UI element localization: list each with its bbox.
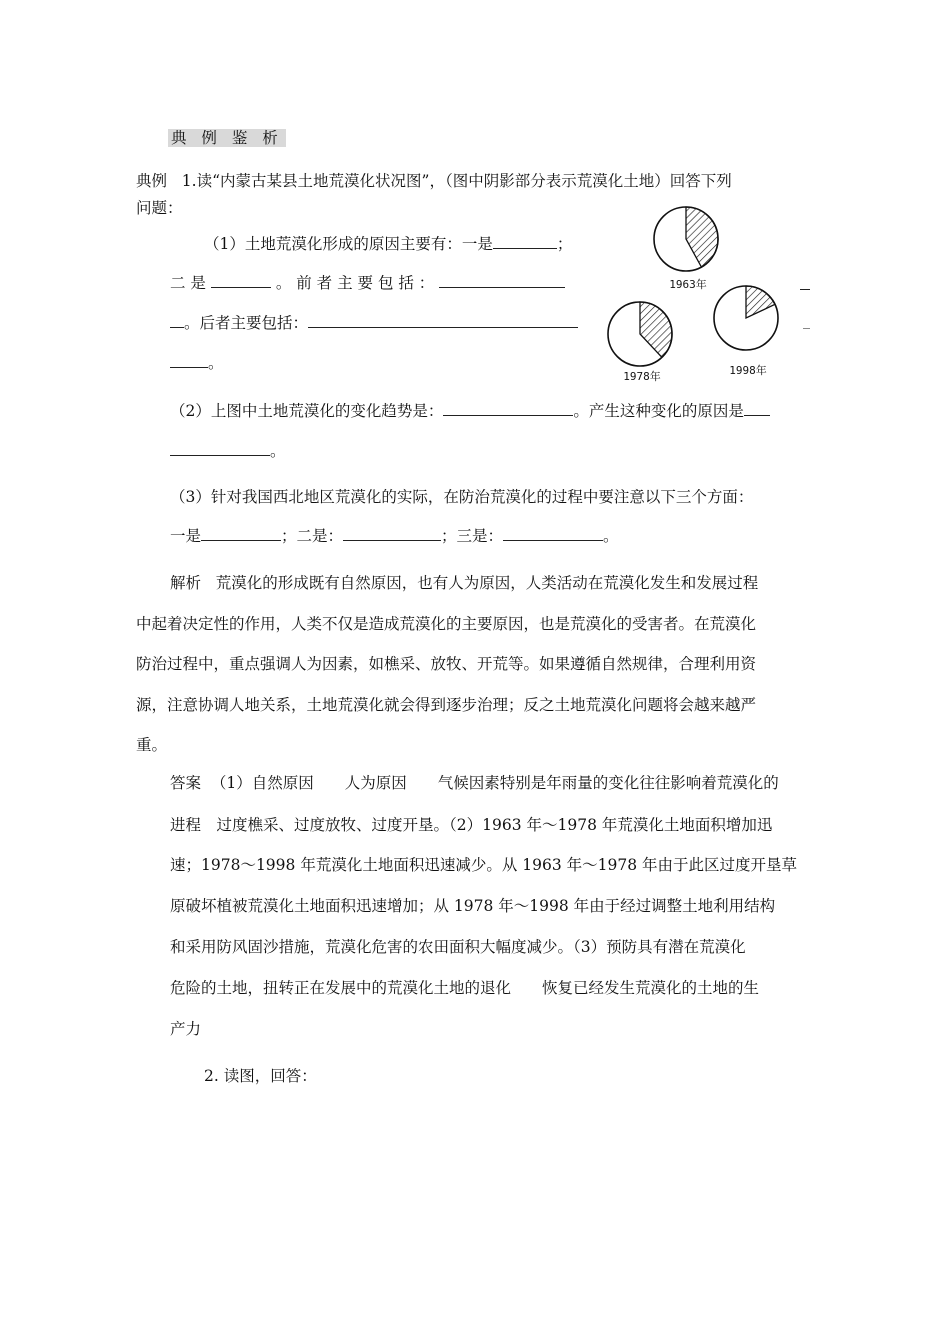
analysis-line2: 中起着决定性的作用，人类不仅是造成荒漠化的主要原因，也是荒漠化的受害者。在荒漠化 xyxy=(136,615,757,633)
example-intro-text: 读“内蒙古某县土地荒漠化状况图”，（图中阴影部分表示荒漠化土地）回答下列 xyxy=(196,172,732,190)
answer-line6: 危险的土地，扭转正在发展中的荒漠化土地的退化 恢复已经发生荒漠化的土地的生 xyxy=(170,979,760,997)
analysis-label: 解析 xyxy=(170,574,202,592)
answer-blank[interactable] xyxy=(503,526,603,541)
example-label: 典例 xyxy=(136,172,168,190)
answer-blank[interactable] xyxy=(343,526,441,541)
analysis-line3: 防治过程中，重点强调人为因素，如樵采、放牧、开荒等。如果遵循自然规律，合理利用资 xyxy=(136,655,757,673)
q3-line1: （3）针对我国西北地区荒漠化的实际，在防治荒漠化的过程中要注意以下三个方面： xyxy=(170,488,754,506)
desertification-pie-charts xyxy=(600,198,800,384)
answer-blank[interactable] xyxy=(308,313,578,328)
pie-3-year-label: 1998年 xyxy=(729,364,767,377)
example1-intro-cont: 问题： xyxy=(136,199,183,217)
answer-blank[interactable] xyxy=(439,273,565,288)
answer-label: 答案 xyxy=(170,774,202,792)
answer-blank[interactable] xyxy=(170,313,184,328)
answer-blank[interactable] xyxy=(201,526,281,541)
answer-blank[interactable] xyxy=(443,401,573,416)
pie-1-year-label: 1963年 xyxy=(669,278,707,291)
answer-line2: 进程 过度樵采、过度放牧、过度开垦。（2）1963 年～1978 年荒漠化土地面积增加迅 xyxy=(170,816,773,834)
pie-2-year-label: 1978年 xyxy=(623,370,661,383)
answer-blank[interactable] xyxy=(211,273,271,288)
q1-line2: 二 是 。 前 者 主 要 包 括 ： xyxy=(170,273,565,293)
answer-line4: 原破坏植被荒漠化土地面积迅速增加；从 1978 年～1998 年由于经过调整土地利用结构 xyxy=(170,897,776,915)
answer-line5: 和采用防风固沙措施，荒漠化危害的农田面积大幅度减少。（3）预防具有潜在荒漠化 xyxy=(170,938,746,956)
answer-line1: 答案 （1）自然原因 人为原因 气候因素特别是年雨量的变化往往影响着荒漠化的 xyxy=(170,774,779,792)
analysis-line1: 解析 荒漠化的形成既有自然原因，也有人为原因，人类活动在荒漠化发生和发展过程 xyxy=(170,574,759,592)
q2-line1: （2）上图中土地荒漠化的变化趋势是： 。产生这种变化的原因是 xyxy=(170,401,770,421)
q1-line4: 。 xyxy=(170,353,224,373)
answer-blank[interactable] xyxy=(744,401,770,416)
answer-line3: 速；1978～1998 年荒漠化土地面积迅速减少。从 1963 年～1978 年由于此区过度开垦草 xyxy=(170,856,797,874)
analysis-line4: 源，注意协调人地关系，土地荒漠化就会得到逐步治理；反之土地荒漠化问题将会越来越严 xyxy=(136,696,757,714)
section-title: 典 例 鉴 析 xyxy=(168,128,286,148)
answer-blank[interactable] xyxy=(803,314,810,329)
example2-heading: 2. 读图，回答： xyxy=(204,1067,317,1085)
example-number: 1. xyxy=(181,172,197,190)
q1-line3: 。后者主要包括： xyxy=(170,313,578,333)
answer-blank[interactable] xyxy=(170,441,270,456)
q2-line2: 。 xyxy=(170,441,286,461)
example1-intro xyxy=(136,171,732,191)
q1-line1: （1）土地荒漠化形成的原因主要有：一是 ； xyxy=(204,235,573,253)
answer-blank[interactable] xyxy=(170,353,208,368)
answer-line7: 产力 xyxy=(170,1020,202,1038)
answer-blank[interactable] xyxy=(800,275,810,290)
q3-line2: 一是 ；二是： ；三是： 。 xyxy=(170,527,619,545)
analysis-line5: 重。 xyxy=(136,736,168,754)
answer-blank[interactable] xyxy=(493,234,557,249)
